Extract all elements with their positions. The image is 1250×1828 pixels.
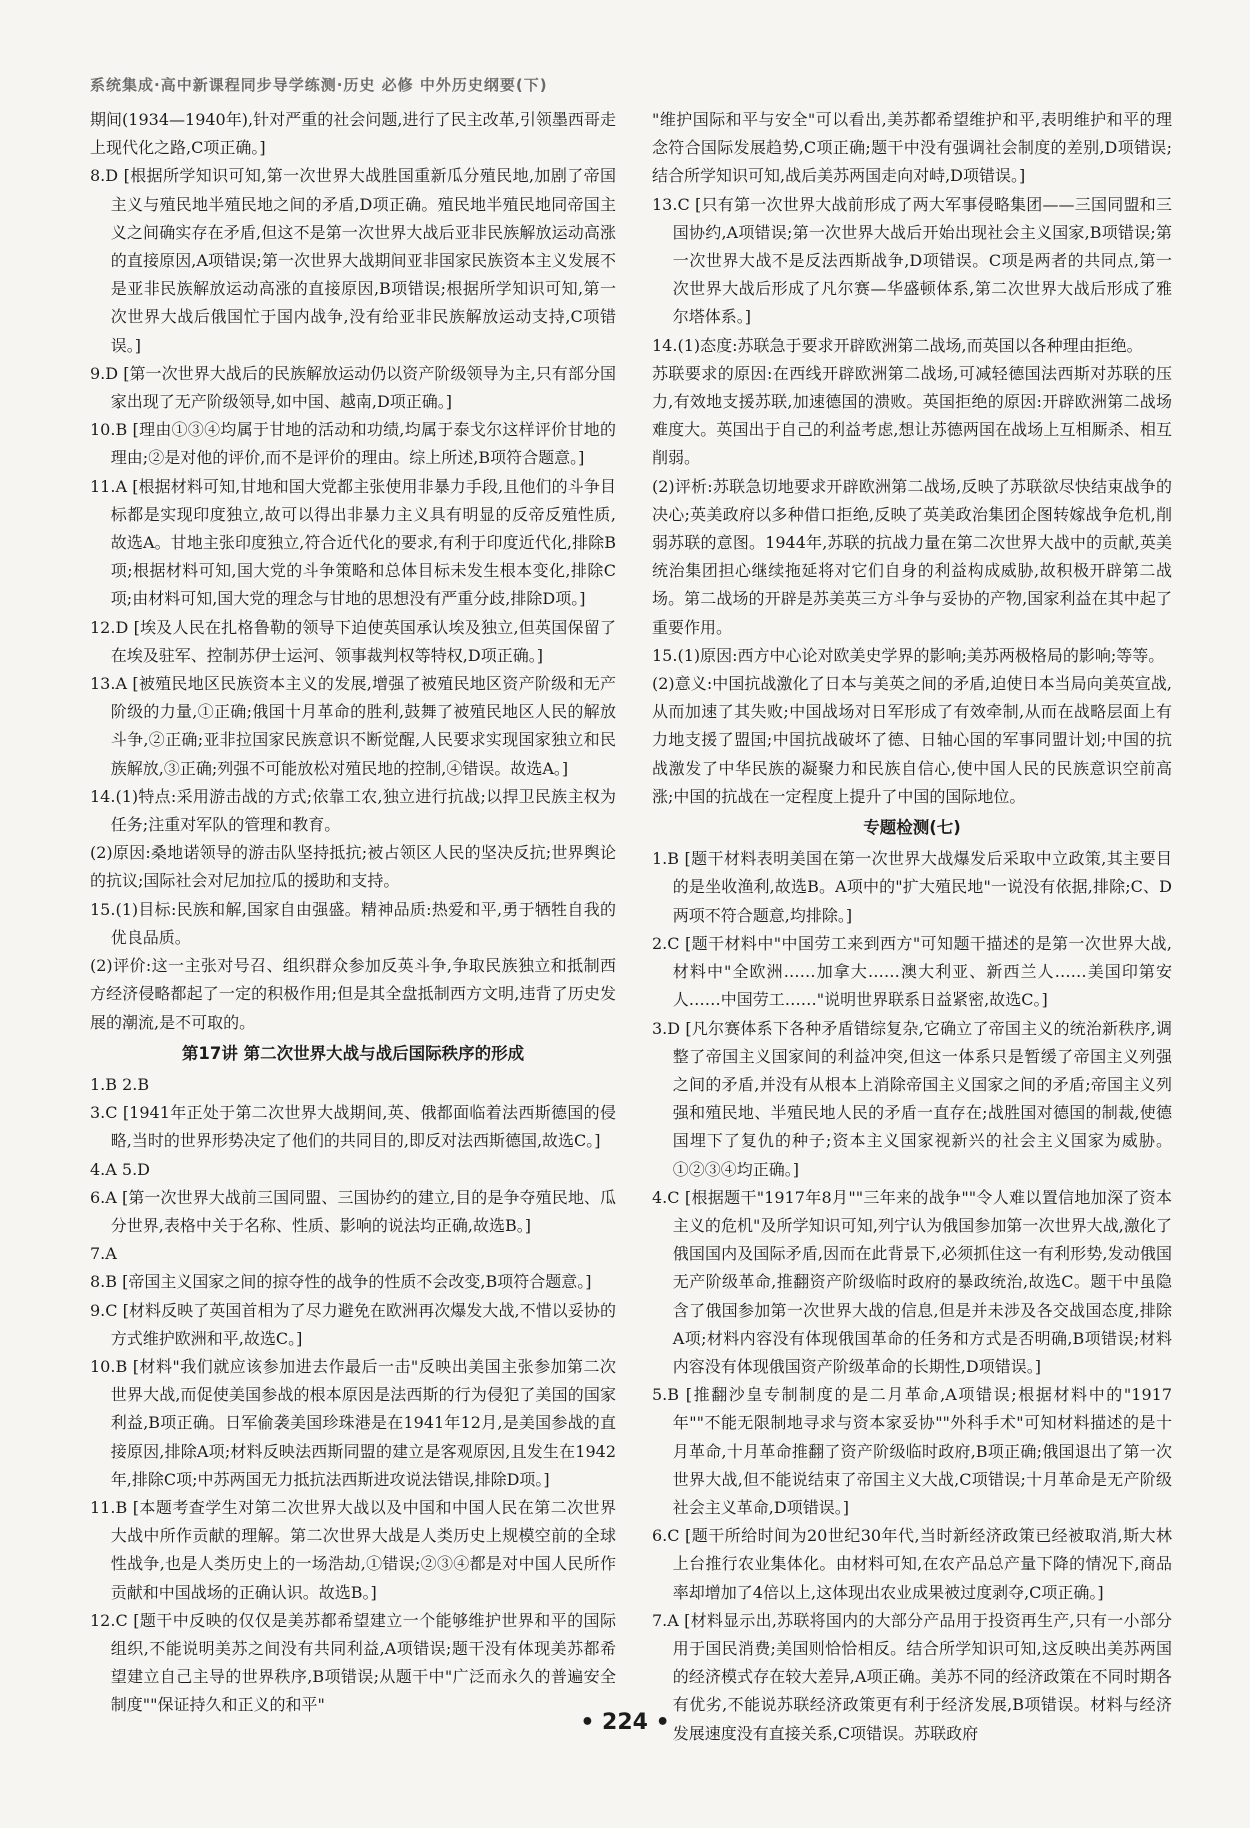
answer-item: 5.B [推翻沙皇专制制度的是二月革命,A项错误;根据材料中的"1917年""不能无限制地寻求与资本家妥协""外科手术"可知材料描述的是十月革命,十月革命推翻了资产阶级临时政府,B项正确;俄国退出了第一次世界大战,但不能说结束了帝国主义大战,C项错误;十月革命是无产阶级社会主义革命,D项错误。] [652,1385,1172,1517]
answer-item: 6.A [第一次世界大战前三国同盟、三国协约的建立,目的是争夺殖民地、瓜分世界,表格中关于名称、性质、影响的说法均正确,故选B。] [90,1187,616,1235]
answer-continuation: 苏联要求的原因:在西线开辟欧洲第二战场,可减轻德国法西斯对苏联的压力,有效地支援苏联,加速德国的溃败。英国拒绝的原因:开辟欧洲第二战场难度大。英国出于自己的利益考虑,想让苏德两国在战场上互相厮杀、相互削弱。 [652,363,1172,468]
answer-continuation: 期间(1934—1940年),针对严重的社会问题,进行了民主改革,引领墨西哥走上现代化之路,C项正确。] [90,110,616,158]
section-title: 第17讲 第二次世界大战与战后国际秩序的形成 [181,1043,525,1063]
running-header: 系统集成·高中新课程同步导学练测·历史 必修 中外历史纲要(下) [90,76,548,94]
answer-item: 2.C [题干材料中"中国劳工来到西方"可知题干描述的是第一次世界大战,材料中"全欧洲……加拿大……澳大利亚、新西兰人……美国印第安人……中国劳工……"说明世界联系日益紧密,故选C。] [652,933,1172,1010]
answer-item: 14.(1)态度:苏联急于要求开辟欧洲第二战场,而英国以各种理由拒绝。 [652,335,1143,355]
answer-item: 15.(1)目标:民族和解,国家自由强盛。精神品质:热爱和平,勇于牺牲自我的优良品质。 [90,899,616,947]
answer-item: 11.A [根据材料可知,甘地和国大党都主张使用非暴力手段,且他们的斗争目标都是实现印度独立,故可以得出非暴力主义具有明显的反帝反殖性质,故选A。甘地主张印度独立,符合近代化的要求,有利于印度近代化,排除B项;根据材料可知,国大党的斗争策略和总体目标未发生根本变化,排除C项;由材料可知,国大党的理念与甘地的思想没有严重分歧,排除D项。] [90,476,616,609]
answer-continuation: (2)意义:中国抗战激化了日本与美英之间的矛盾,迫使日本当局向美英宣战,从而加速了其失败;中国战场对日军形成了有效牵制,从而在战略层面上有力地支援了盟国;中国抗战破坏了德、日轴心国的军事同盟计划;中国的抗战激发了中华民族的凝聚力和民族自信心,使中国人民的民族意识空前高涨;中国的抗战在一定程度上提升了中国的国际地位。 [652,674,1172,806]
answer-item: 8.B [帝国主义国家之间的掠夺性的战争的性质不会改变,B项符合题意。] [90,1272,592,1292]
right-column [652,106,1172,1748]
answer-item: 13.C [只有第一次世界大战前形成了两大军事侵略集团——三国同盟和三国协约,A项错误;第一次世界大战后开始出现社会主义国家,B项错误;第一次世界大战不是反法西斯战争,D项错误。C项是两者的共同点,第一次世界大战后形成了凡尔赛—华盛顿体系,第二次世界大战后形成了雅尔塔体系。] [652,194,1172,327]
answer-item: 15.(1)原因:西方中心论对欧美史学界的影响;美苏两极格局的影响;等等。 [652,645,1165,665]
answer-item: 9.C [材料反映了英国首相为了尽力避免在欧洲再次爆发大战,不惜以妥协的方式维护欧洲和平,故选C。] [90,1300,616,1348]
answer-continuation: (2)评析:苏联急切地要求开辟欧洲第二战场,反映了苏联欲尽快结束战争的决心;英美政府以多种借口拒绝,反映了英美政治集团企图转嫁战争危机,削弱苏联的意图。1944年,苏联的抗战力量在第二次世界大战中的贡献,英美统治集团担心继续拖延将对它们自身的利益构成威胁,故积极开辟第二战场。第二战场的开辟是苏美英三方斗争与妥协的产物,国家利益在其中起了重要作用。 [652,476,1172,637]
answer-item: 7.A [材料显示出,苏联将国内的大部分产品用于投资再生产,只有一小部分用于国民消费;美国则恰恰相反。结合所学知识可知,这反映出美苏两国的经济模式存在较大差异,A项正确。美苏不同的经济政策在不同时期各有优劣,不能说苏联经济政策更有利于经济发展,B项错误。材料与经济发展速度没有直接关系,C项错误。苏联政府 [652,1610,1172,1743]
section-title: 专题检测(七) [863,818,961,838]
answer-item: 12.D [埃及人民在扎格鲁勒的领导下迫使英国承认埃及独立,但英国保留了在埃及驻军、控制苏伊士运河、领事裁判权等特权,D项正确。] [90,617,616,665]
answer-item: 12.C [题干中反映的仅仅是美苏都希望建立一个能够维护世界和平的国际组织,不能说明美苏之间没有共同利益,A项错误;题干没有体现美苏都希望建立自己主导的世界秩序,B项错误;从题干中"广泛而永久的普遍安全制度""保证持久和正义的和平" [90,1610,616,1715]
answer-continuation: "维护国际和平与安全"可以看出,美苏都希望维护和平,表明维护和平的理念符合国际发展趋势,C项正确;题干中没有强调社会制度的差别,D项错误;结合所学知识可知,战后美苏两国走向对峙,D项错误。] [652,110,1172,186]
answer-item: 10.B [理由①③④均属于甘地的活动和功绩,均属于泰戈尔这样评价甘地的理由;②是对他的评价,而不是评价的理由。综上所述,B项符合题意。] [90,420,616,468]
answer-item: 3.C [1941年正处于第二次世界大战期间,英、俄都面临着法西斯德国的侵略,当时的世界形势决定了他们的共同目的,即反对法西斯德国,故选C。] [90,1103,616,1151]
answer-item: 11.B [本题考查学生对第二次世界大战以及中国和中国人民在第二次世界大战中所作贡献的理解。第二次世界大战是人类历史上规模空前的全球性战争,也是人类历史上的一场浩劫,①错误;②③④都是对中国人民所作贡献和中国战场的正确认识。故选B。] [90,1497,616,1602]
answer-item: 4.A 5.D [90,1159,150,1179]
answer-item: 7.A [90,1244,117,1264]
left-column [90,106,616,1720]
answer-continuation: (2)评价:这一主张对号召、组织群众参加反英斗争,争取民族独立和抵制西方经济侵略都起了一定的积极作用;但是其全盘抵制西方文明,违背了历史发展的潮流,是不可取的。 [90,956,616,1032]
answer-item: 4.C [根据题干"1917年8月""三年来的战争""令人难以置信地加深了资本主义的危机"及所学知识可知,列宁认为俄国参加第一次世界大战,激化了俄国国内及国际矛盾,因而在此背景下,必须抓住这一有利形势,发动俄国无产阶级革命,推翻资产阶级临时政府的暴政统治,故选C。题干中虽隐含了俄国参加第一次世界大战的信息,但是并未涉及各交战国态度,排除A项;材料内容没有体现俄国革命的任务和方式是否明确,B项错误;材料内容没有体现俄国资产阶级革命的长期性,D项错误。] [652,1187,1172,1376]
answer-item: 14.(1)特点:采用游击战的方式;依靠工农,独立进行抗战;以捍卫民族主权为任务;注重对军队的管理和教育。 [90,786,616,835]
answer-item: 10.B [材料"我们就应该参加进去作最后一击"反映出美国主张参加第二次世界大战,而促使美国参战的根本原因是法西斯的行为侵犯了美国的国家利益,B项正确。日军偷袭美国珍珠港是在1941年12月,是美国参战的直接原因,排除A项;材料反映法西斯同盟的建立是客观原因,且发生在1942年,排除C项;中苏两国无力抵抗法西斯进攻说法错误,排除D项。] [90,1356,616,1489]
page-number: • 224 • [580,1710,670,1735]
answer-item: 8.D [根据所学知识可知,第一次世界大战胜国重新瓜分殖民地,加剧了帝国主义与殖民地半殖民地之间的矛盾,D项正确。殖民地半殖民地同帝国主义之间确实存在矛盾,但这不是第一次世界大战后亚非民族解放运动高涨的直接原因,A项错误;第一次世界大战期间亚非国家民族资本主义发展不是亚非民族解放运动高涨的直接原因,B项错误;根据所学知识可知,第一次世界大战后俄国忙于国内战争,没有给亚非民族解放运动支持,C项错误。] [90,166,616,355]
answer-item: 1.B 2.B [90,1074,150,1094]
answer-item: 13.A [被殖民地区民族资本主义的发展,增强了被殖民地区资产阶级和无产阶级的力量,①正确;俄国十月革命的胜利,鼓舞了被殖民地区人民的解放斗争,②正确;亚非拉国家民族意识不断觉醒,人民要求实现国家独立和民族解放,③正确;列强不可能放松对殖民地的控制,④错误。故选A。] [90,674,616,778]
answer-continuation: (2)原因:桑地诺领导的游击队坚持抵抗;被占领区人民的坚决反抗;世界舆论的抗议;国际社会对尼加拉瓜的援助和支持。 [90,843,616,891]
answer-item: 6.C [题干所给时间为20世纪30年代,当时新经济政策已经被取消,斯大林上台推行农业集体化。由材料可知,在农产品总产量下降的情况下,商品率却增加了4倍以上,这体现出农业成果被过度剥夺,C项正确。] [652,1526,1172,1602]
answer-item: 9.D [第一次世界大战后的民族解放运动仍以资产阶级领导为主,只有部分国家出现了无产阶级领导,如中国、越南,D项正确。] [90,363,616,412]
answer-item: 3.D [凡尔赛体系下各种矛盾错综复杂,它确立了帝国主义的统治新秩序,调整了帝国主义国家间的利益冲突,但这一体系只是暂缓了帝国主义列强之间的矛盾,并没有从根本上消除帝国主义国家之间的矛盾;帝国主义列强和殖民地、半殖民地人民的矛盾一直存在;战胜国对德国的制裁,使德国埋下了复仇的种子;资本主义国家视新兴的社会主义国家为威胁。①②③④均正确。] [652,1018,1172,1179]
answer-item: 1.B [题干材料表明美国在第一次世界大战爆发后采取中立政策,其主要目的是坐收渔利,故选B。A项中的"扩大殖民地"一说没有依据,排除;C、D两项不符合题意,均排除。] [652,849,1172,925]
